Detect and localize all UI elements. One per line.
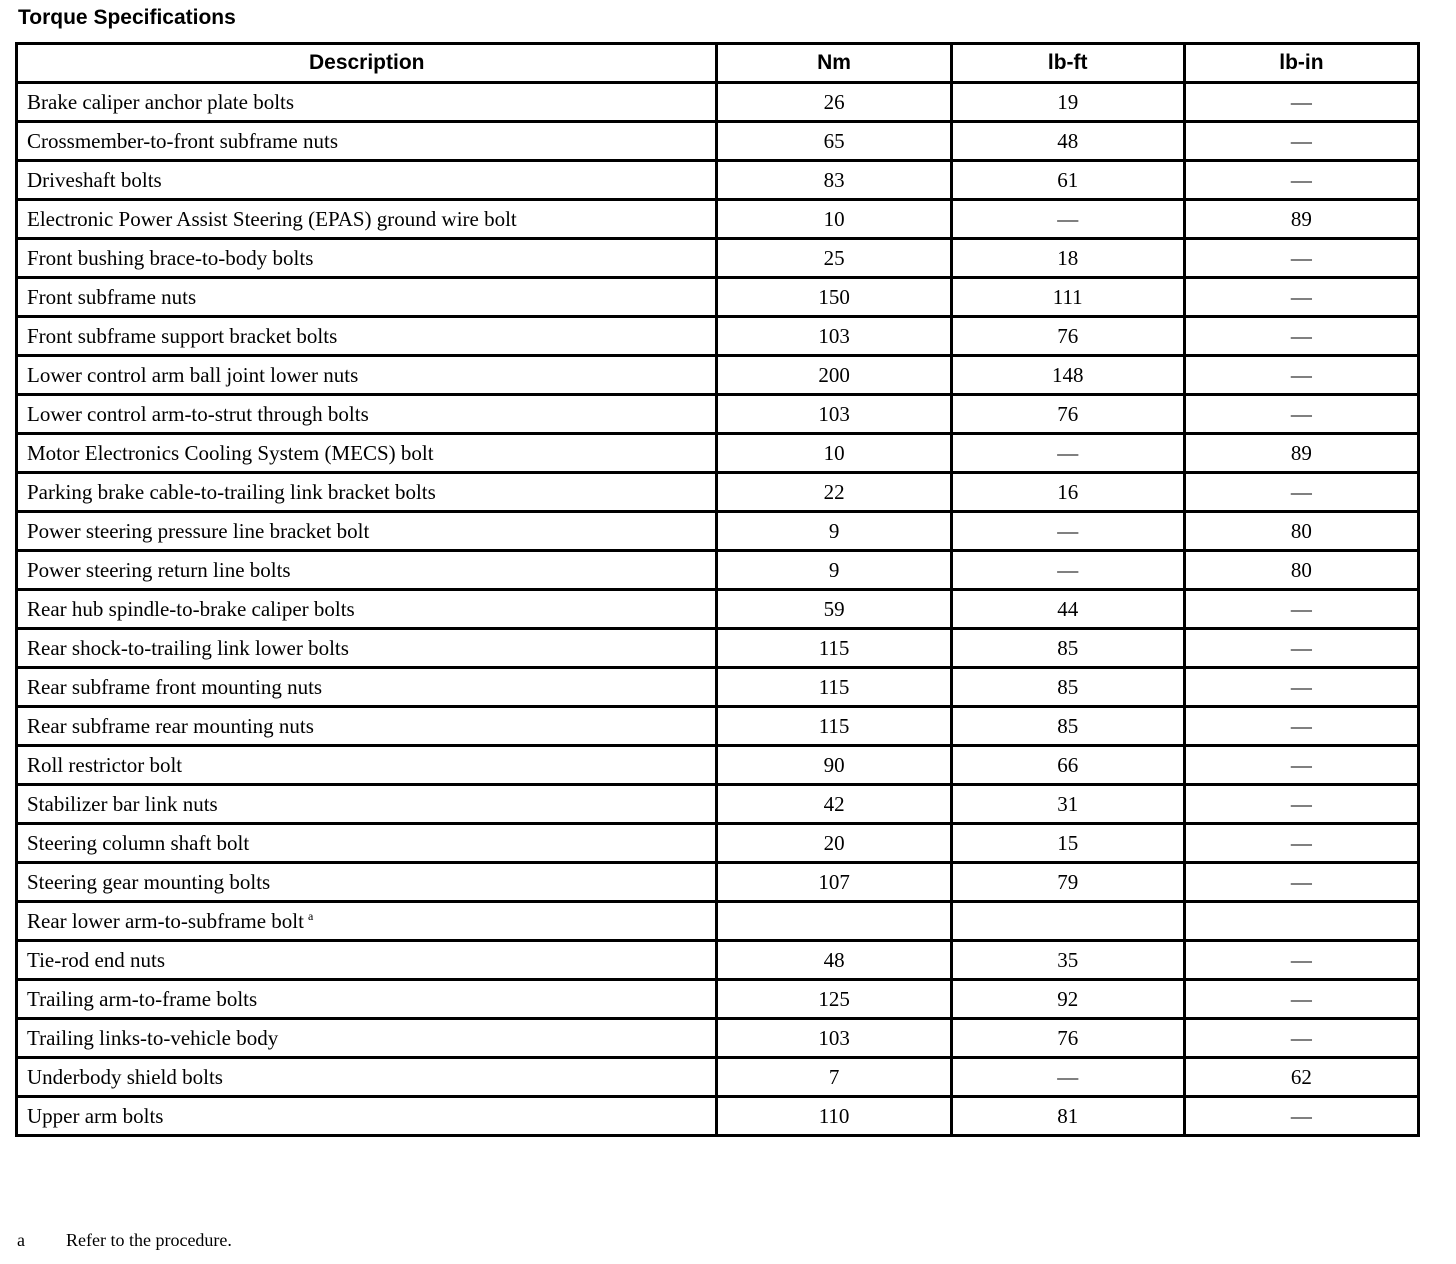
- footnote-reference: a: [307, 908, 314, 923]
- description-text: Tie-rod end nuts: [27, 947, 166, 972]
- cell-description: [17, 590, 717, 629]
- table-body: [17, 83, 1419, 1136]
- cell-description: [17, 512, 717, 551]
- description-text: Lower control arm-to-strut through bolts: [27, 401, 369, 426]
- table-row: [17, 356, 1419, 395]
- cell-lb-ft: 76: [951, 317, 1184, 356]
- cell-description: [17, 473, 717, 512]
- cell-description: [17, 1097, 717, 1136]
- table-row: [17, 746, 1419, 785]
- cell-nm: 26: [717, 83, 951, 122]
- cell-description: [17, 980, 717, 1019]
- description-text: Driveshaft bolts: [27, 167, 162, 192]
- cell-nm: 200: [717, 356, 951, 395]
- description-text: Parking brake cable-to-trailing link bracket bolts: [27, 479, 436, 504]
- cell-lb-in: —: [1184, 1097, 1418, 1136]
- cell-lb-ft: 92: [951, 980, 1184, 1019]
- cell-lb-ft: 66: [951, 746, 1184, 785]
- cell-description: [17, 1058, 717, 1097]
- table-row: [17, 1019, 1419, 1058]
- cell-lb-ft: 19: [951, 83, 1184, 122]
- cell-description: [17, 707, 717, 746]
- cell-lb-in: —: [1184, 941, 1418, 980]
- cell-lb-ft: 76: [951, 395, 1184, 434]
- cell-description: [17, 1019, 717, 1058]
- cell-lb-ft: 44: [951, 590, 1184, 629]
- cell-lb-in: 62: [1184, 1058, 1418, 1097]
- cell-lb-in: —: [1184, 629, 1418, 668]
- cell-nm: 7: [717, 1058, 951, 1097]
- table-row: [17, 161, 1419, 200]
- cell-lb-in: —: [1184, 824, 1418, 863]
- table-row: [17, 902, 1419, 941]
- cell-lb-ft: 16: [951, 473, 1184, 512]
- cell-nm: 25: [717, 239, 951, 278]
- description-text: Steering gear mounting bolts: [27, 869, 271, 894]
- cell-lb-in: [1184, 902, 1418, 941]
- description-text: Electronic Power Assist Steering (EPAS) ground wire bolt: [27, 206, 517, 231]
- cell-description: [17, 941, 717, 980]
- cell-lb-ft: 31: [951, 785, 1184, 824]
- table-row: [17, 317, 1419, 356]
- description-text: Front subframe nuts: [27, 284, 197, 309]
- table-row: [17, 512, 1419, 551]
- description-text: Power steering pressure line bracket bolt: [27, 518, 370, 543]
- cell-nm: 115: [717, 668, 951, 707]
- cell-description: [17, 824, 717, 863]
- cell-nm: 115: [717, 707, 951, 746]
- table-row: [17, 629, 1419, 668]
- table-row: [17, 83, 1419, 122]
- cell-lb-ft: —: [951, 1058, 1184, 1097]
- torque-spec-table: [15, 42, 1420, 1137]
- footnote-mark: a: [17, 1230, 25, 1250]
- cell-lb-in: 89: [1184, 200, 1418, 239]
- cell-description: [17, 278, 717, 317]
- cell-nm: 42: [717, 785, 951, 824]
- description-text: Rear subframe rear mounting nuts: [27, 713, 314, 738]
- description-text: Steering column shaft bolt: [27, 830, 250, 855]
- table-row: [17, 278, 1419, 317]
- cell-lb-ft: —: [951, 434, 1184, 473]
- table-row: [17, 863, 1419, 902]
- table-row: [17, 200, 1419, 239]
- cell-description: [17, 668, 717, 707]
- cell-nm: 103: [717, 317, 951, 356]
- cell-nm: [717, 902, 951, 941]
- cell-lb-in: 80: [1184, 512, 1418, 551]
- cell-lb-ft: —: [951, 551, 1184, 590]
- table-row: [17, 434, 1419, 473]
- cell-nm: 9: [717, 512, 951, 551]
- column-header-lb-in: lb-in: [1184, 44, 1418, 83]
- cell-lb-in: —: [1184, 473, 1418, 512]
- cell-description: [17, 356, 717, 395]
- cell-nm: 10: [717, 200, 951, 239]
- page-title: Torque Specifications: [18, 6, 236, 29]
- cell-lb-ft: 35: [951, 941, 1184, 980]
- cell-lb-ft: 79: [951, 863, 1184, 902]
- cell-nm: 59: [717, 590, 951, 629]
- cell-nm: 48: [717, 941, 951, 980]
- cell-lb-in: —: [1184, 980, 1418, 1019]
- column-header-description: Description: [17, 44, 717, 83]
- table-row: [17, 785, 1419, 824]
- table-row: [17, 395, 1419, 434]
- cell-nm: 65: [717, 122, 951, 161]
- description-text: Front subframe support bracket bolts: [27, 323, 338, 348]
- cell-lb-ft: [951, 902, 1184, 941]
- description-text: Stabilizer bar link nuts: [27, 791, 218, 816]
- cell-lb-in: —: [1184, 239, 1418, 278]
- table-row: [17, 980, 1419, 1019]
- cell-lb-ft: 18: [951, 239, 1184, 278]
- cell-description: [17, 317, 717, 356]
- cell-nm: 110: [717, 1097, 951, 1136]
- cell-nm: 103: [717, 395, 951, 434]
- description-text: Underbody shield bolts: [27, 1064, 223, 1089]
- cell-nm: 115: [717, 629, 951, 668]
- cell-description: [17, 83, 717, 122]
- footnote: [17, 1228, 232, 1252]
- table-row: [17, 1097, 1419, 1136]
- cell-description: [17, 200, 717, 239]
- cell-lb-in: —: [1184, 785, 1418, 824]
- cell-nm: 150: [717, 278, 951, 317]
- cell-nm: 9: [717, 551, 951, 590]
- cell-lb-ft: 85: [951, 629, 1184, 668]
- cell-description: [17, 785, 717, 824]
- description-text: Trailing links-to-vehicle body: [27, 1025, 279, 1050]
- cell-nm: 107: [717, 863, 951, 902]
- cell-nm: 22: [717, 473, 951, 512]
- cell-nm: 103: [717, 1019, 951, 1058]
- description-text: Rear subframe front mounting nuts: [27, 674, 323, 699]
- cell-lb-in: —: [1184, 863, 1418, 902]
- cell-lb-in: —: [1184, 707, 1418, 746]
- description-text: Rear hub spindle-to-brake caliper bolts: [27, 596, 355, 621]
- cell-nm: 20: [717, 824, 951, 863]
- cell-description: [17, 551, 717, 590]
- table-row: [17, 473, 1419, 512]
- cell-description: [17, 434, 717, 473]
- cell-lb-in: —: [1184, 395, 1418, 434]
- cell-description: [17, 161, 717, 200]
- cell-lb-in: 80: [1184, 551, 1418, 590]
- cell-nm: 125: [717, 980, 951, 1019]
- cell-lb-ft: —: [951, 200, 1184, 239]
- cell-lb-in: —: [1184, 83, 1418, 122]
- cell-lb-ft: 85: [951, 707, 1184, 746]
- cell-description: [17, 629, 717, 668]
- cell-description: [17, 863, 717, 902]
- cell-description: [17, 239, 717, 278]
- cell-lb-ft: 111: [951, 278, 1184, 317]
- column-header-lb-ft: lb-ft: [951, 44, 1184, 83]
- cell-lb-ft: —: [951, 512, 1184, 551]
- table-row: [17, 668, 1419, 707]
- table-row: [17, 551, 1419, 590]
- cell-lb-ft: 76: [951, 1019, 1184, 1058]
- description-text: Motor Electronics Cooling System (MECS) bolt: [27, 440, 434, 465]
- cell-nm: 83: [717, 161, 951, 200]
- table-row: [17, 122, 1419, 161]
- cell-lb-ft: 48: [951, 122, 1184, 161]
- description-text: Power steering return line bolts: [27, 557, 291, 582]
- cell-lb-in: —: [1184, 317, 1418, 356]
- cell-lb-in: —: [1184, 746, 1418, 785]
- table-row: [17, 707, 1419, 746]
- table-row: [17, 239, 1419, 278]
- description-text: Rear shock-to-trailing link lower bolts: [27, 635, 349, 660]
- description-text: Crossmember-to-front subframe nuts: [27, 128, 339, 153]
- cell-lb-in: —: [1184, 122, 1418, 161]
- cell-lb-in: —: [1184, 161, 1418, 200]
- cell-lb-ft: 148: [951, 356, 1184, 395]
- table-row: [17, 1058, 1419, 1097]
- description-text: Lower control arm ball joint lower nuts: [27, 362, 359, 387]
- cell-description: [17, 746, 717, 785]
- cell-nm: 10: [717, 434, 951, 473]
- table-row: [17, 941, 1419, 980]
- column-header-nm: Nm: [717, 44, 951, 83]
- cell-nm: 90: [717, 746, 951, 785]
- cell-description: [17, 122, 717, 161]
- cell-lb-in: 89: [1184, 434, 1418, 473]
- cell-lb-in: —: [1184, 356, 1418, 395]
- description-text: Roll restrictor bolt: [27, 752, 183, 777]
- cell-lb-ft: 81: [951, 1097, 1184, 1136]
- description-text: Front bushing brace-to-body bolts: [27, 245, 314, 270]
- description-text: Trailing arm-to-frame bolts: [27, 986, 258, 1011]
- cell-lb-in: —: [1184, 668, 1418, 707]
- cell-lb-in: —: [1184, 590, 1418, 629]
- description-text: Brake caliper anchor plate bolts: [27, 89, 295, 114]
- cell-lb-ft: 85: [951, 668, 1184, 707]
- cell-lb-ft: 15: [951, 824, 1184, 863]
- table-row: [17, 590, 1419, 629]
- table-header-row: [17, 44, 1419, 83]
- description-text: Upper arm bolts: [27, 1103, 164, 1128]
- cell-lb-in: —: [1184, 1019, 1418, 1058]
- description-text: Rear lower arm-to-subframe bolt: [27, 908, 304, 933]
- cell-lb-in: —: [1184, 278, 1418, 317]
- table-row: [17, 824, 1419, 863]
- cell-lb-ft: 61: [951, 161, 1184, 200]
- footnote-text: Refer to the procedure.: [66, 1230, 232, 1250]
- cell-description: [17, 902, 717, 941]
- cell-description: [17, 395, 717, 434]
